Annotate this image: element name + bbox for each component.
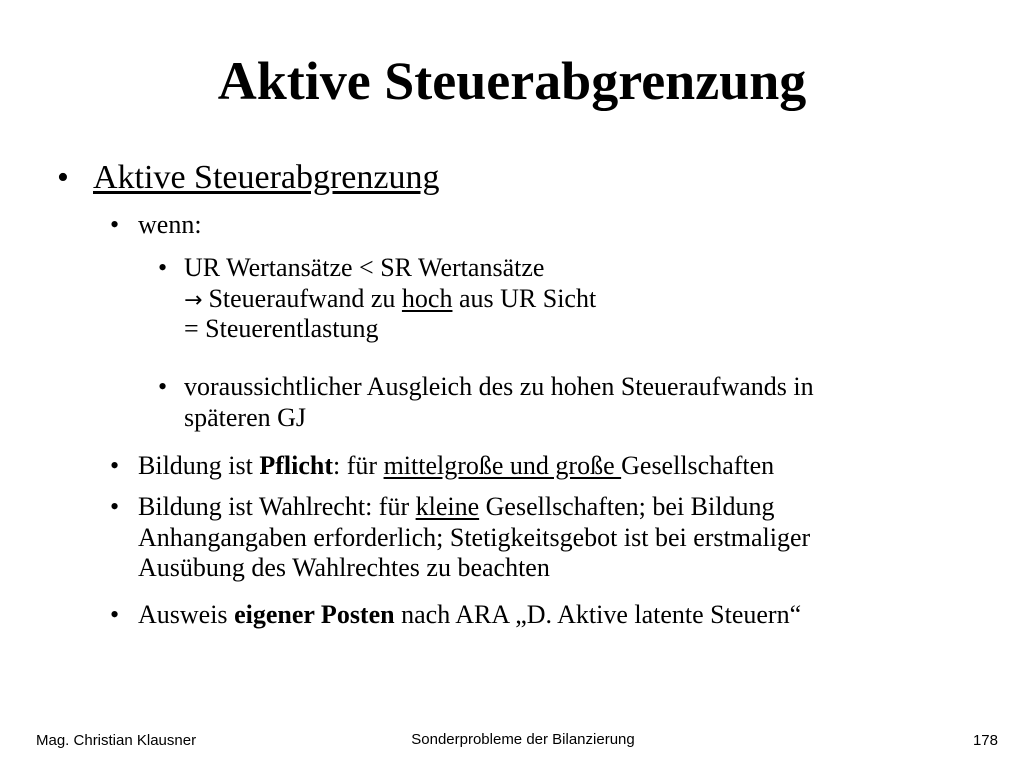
valuation-line-1: UR Wertansätze < SR Wertansätze [184, 253, 545, 282]
obligation-bold: Pflicht [259, 451, 334, 480]
bullet-dot: • [158, 253, 168, 282]
valuation-line-2-post: aus UR Sicht [452, 283, 597, 313]
obligation-post: Gesellschaften [621, 451, 775, 480]
bullet-valuation-comparison [158, 253, 974, 345]
bullet-option [110, 492, 988, 584]
footer-topic: Sonderprobleme der Bilanzierung [411, 731, 635, 748]
presentation-line [138, 600, 988, 631]
bullet-obligation [110, 451, 988, 482]
obligation-line [138, 451, 988, 482]
bullet-condition [110, 210, 988, 241]
option-line-1 [138, 492, 988, 523]
valuation-line-3: = Steuerentlastung [184, 314, 379, 344]
obligation-pre: Bildung ist [138, 451, 260, 480]
slide-title: Aktive Steuerabgrenzung [217, 51, 807, 111]
bullet-dot: • [110, 451, 120, 480]
bullet-dot: • [57, 159, 69, 196]
obligation-underlined: mittelgroße und große [383, 451, 622, 480]
reversal-line-2: späteren GJ [184, 402, 307, 432]
bullet-expected-reversal [158, 372, 974, 433]
reversal-line-1: voraussichtlicher Ausgleich des zu hohen Steueraufwands in [184, 372, 814, 401]
obligation-mid: : für [333, 451, 384, 480]
footer-author: Mag. Christian Klausner [36, 732, 197, 749]
valuation-line-2 [184, 284, 974, 315]
bullet-dot: • [110, 210, 120, 239]
valuation-line-2-pre: Steueraufwand zu [208, 283, 402, 313]
footer-page-number: 178 [972, 732, 998, 749]
bullet-dot: • [110, 492, 120, 521]
bullet-main-text: Aktive Steuerabgrenzung [93, 159, 440, 196]
option-line-2: Anhangangaben erforderlich; Stetigkeitsgebot ist bei erstmaliger [138, 522, 811, 552]
bullet-main-topic [57, 158, 440, 198]
option-line-3: Ausübung des Wahlrechtes zu beachten [138, 553, 550, 583]
option-underlined: kleine [415, 492, 480, 521]
option-pre: Bildung ist Wahlrecht: für [138, 492, 416, 521]
bullet-dot: • [158, 372, 168, 401]
presentation-bold: eigener Posten [234, 600, 395, 629]
arrow-right-icon: → [184, 287, 203, 313]
valuation-line-2-underlined: hoch [401, 283, 453, 313]
presentation-post: nach ARA „D. Aktive latente Steuern“ [394, 600, 802, 629]
presentation-pre: Ausweis [138, 600, 235, 629]
bullet-dot: • [110, 600, 120, 629]
bullet-presentation [110, 600, 988, 631]
bullet-condition-text: wenn: [138, 210, 202, 239]
option-post: Gesellschaften; bei Bildung [479, 492, 775, 521]
